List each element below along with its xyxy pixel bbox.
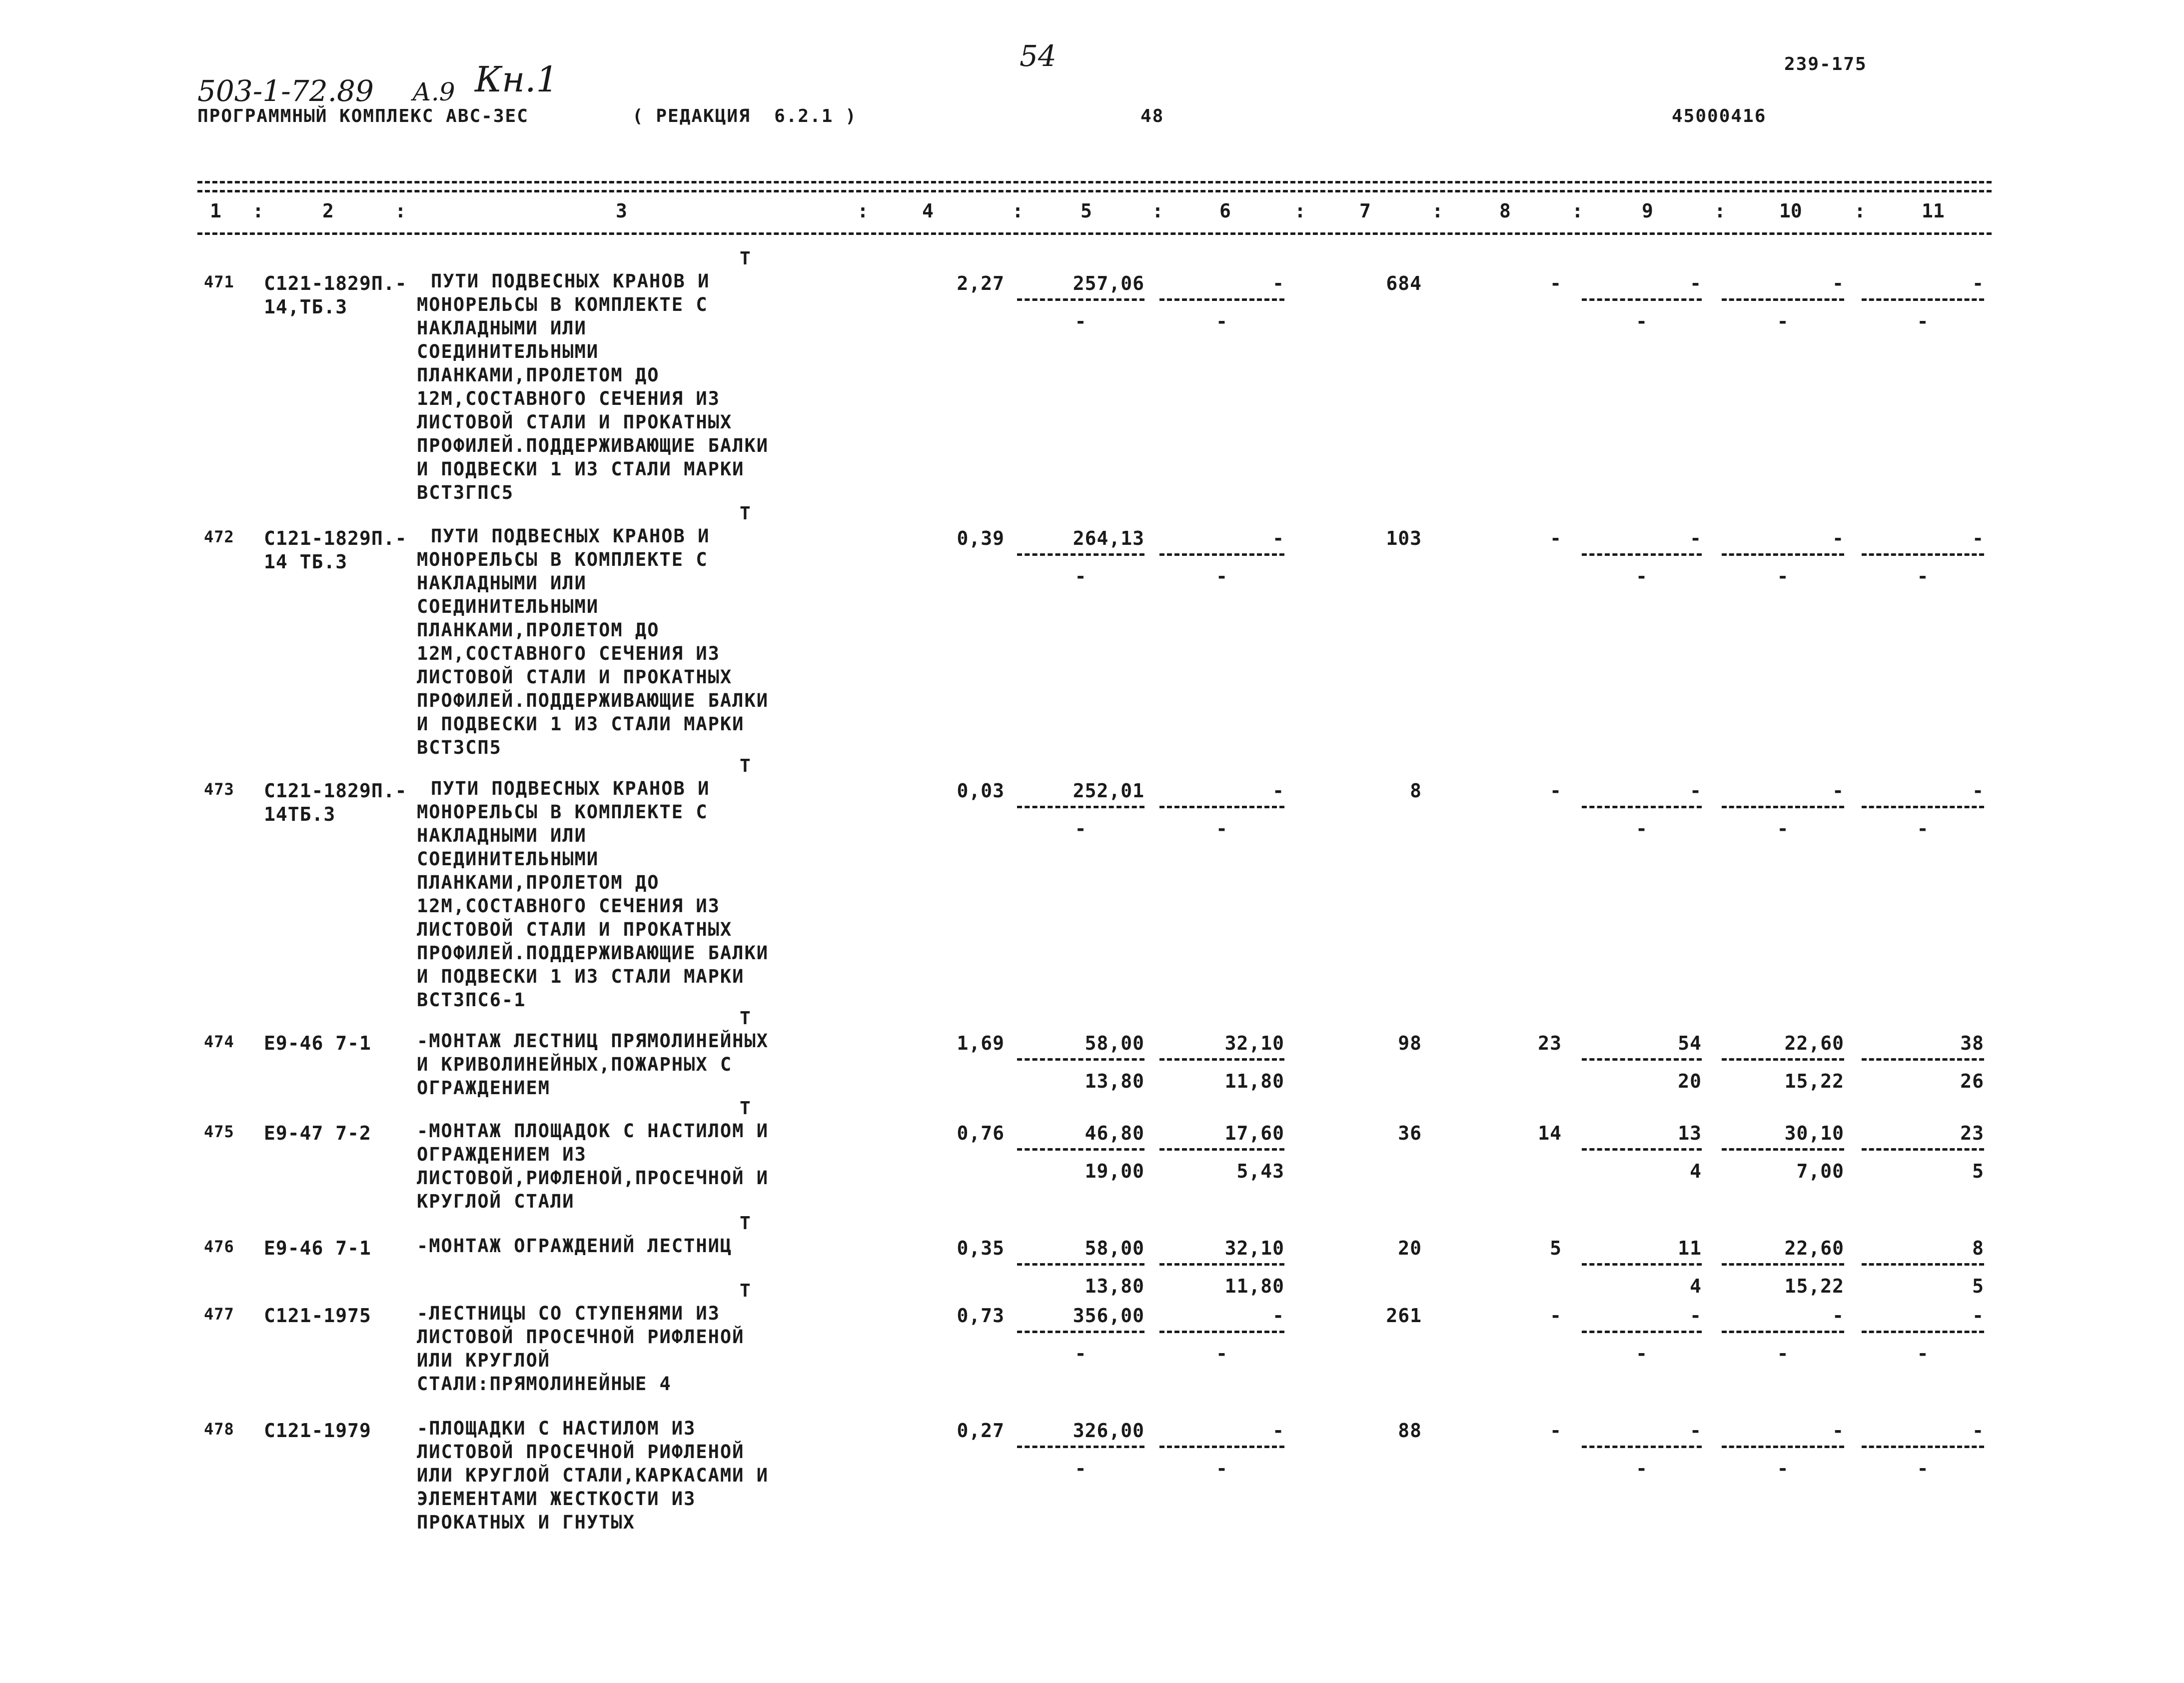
cell-c6-lower: - bbox=[1216, 1458, 1228, 1480]
fraction-rule bbox=[1582, 806, 1702, 808]
row-code: С121-1829П.- bbox=[264, 527, 407, 549]
cell-c7: 88 bbox=[1398, 1420, 1422, 1442]
cell-c9: - bbox=[1690, 1420, 1702, 1442]
row-description-line: ПРОФИЛЕЙ.ПОДДЕРЖИВАЮЩИЕ БАЛКИ bbox=[417, 942, 769, 964]
cell-c5-lower: - bbox=[1075, 310, 1087, 332]
row-t-marker: Т bbox=[740, 503, 751, 524]
cell-c4: 0,39 bbox=[957, 527, 1005, 549]
cell-c4: 0,27 bbox=[957, 1420, 1005, 1442]
fraction-rule bbox=[1159, 806, 1284, 808]
cell-c5-lower: - bbox=[1075, 1343, 1087, 1365]
row-description-line: МОНОРЕЛЬСЫ В КОМПЛЕКТЕ С bbox=[417, 801, 708, 823]
row-code-2: 14,ТБ.3 bbox=[264, 296, 348, 318]
fraction-rule bbox=[1582, 1446, 1702, 1448]
fraction-rule bbox=[1722, 298, 1844, 301]
fraction-rule bbox=[1862, 806, 1984, 808]
cell-c11-lower: - bbox=[1917, 1343, 1929, 1365]
fraction-rule bbox=[1582, 1148, 1702, 1151]
row-number: 478 bbox=[204, 1420, 234, 1439]
cell-c5: 46,80 bbox=[1085, 1122, 1144, 1144]
cell-c5: 356,00 bbox=[1073, 1305, 1144, 1327]
cell-c6: 17,60 bbox=[1224, 1122, 1284, 1144]
row-description-line: СОЕДИНИТЕЛЬНЫМИ bbox=[417, 848, 599, 870]
cell-c6-lower: - bbox=[1216, 565, 1228, 587]
cell-c10-lower: - bbox=[1777, 818, 1789, 840]
row-description-line: И ПОДВЕСКИ 1 ИЗ СТАЛИ МАРКИ bbox=[417, 966, 745, 987]
row-description-line: ЛИСТОВОЙ СТАЛИ И ПРОКАТНЫХ bbox=[417, 666, 733, 688]
cell-c9-lower: - bbox=[1636, 565, 1648, 587]
cell-c6: - bbox=[1272, 780, 1284, 802]
row-description-line: СОЕДИНИТЕЛЬНЫМИ bbox=[417, 341, 599, 362]
cell-c6: - bbox=[1272, 1305, 1284, 1327]
cell-c5: 264,13 bbox=[1073, 527, 1144, 549]
row-code: С121-1979 bbox=[264, 1420, 371, 1442]
cell-c9-lower: - bbox=[1636, 818, 1648, 840]
cell-c11: 8 bbox=[1972, 1237, 1984, 1259]
row-description-line: ПЛАНКАМИ,ПРОЛЕТОМ ДО bbox=[417, 619, 660, 641]
row-description-line: ОГРАЖДЕНИЕМ ИЗ bbox=[417, 1144, 587, 1165]
cell-c7: 261 bbox=[1386, 1305, 1422, 1327]
fraction-rule bbox=[1722, 1331, 1844, 1333]
fraction-rule bbox=[1722, 806, 1844, 808]
fraction-rule bbox=[1017, 298, 1144, 301]
col-3-header: 3 bbox=[616, 200, 627, 222]
col-6-header: 6 bbox=[1219, 200, 1231, 222]
row-description-line: НАКЛАДНЫМИ ИЛИ bbox=[417, 317, 587, 339]
cell-c11: 38 bbox=[1960, 1032, 1984, 1054]
cell-c8: 23 bbox=[1538, 1032, 1562, 1054]
cell-c10-lower: - bbox=[1777, 1458, 1789, 1480]
cell-c8: 5 bbox=[1550, 1237, 1562, 1259]
row-description-line: -МОНТАЖ ЛЕСТНИЦ ПРЯМОЛИНЕЙНЫХ bbox=[417, 1030, 769, 1052]
row-description-line: ПУТИ ПОДВЕСНЫХ КРАНОВ И bbox=[431, 778, 710, 799]
col-11-header: 11 bbox=[1922, 200, 1945, 222]
cell-c11: 23 bbox=[1960, 1122, 1984, 1144]
fraction-rule bbox=[1017, 1331, 1144, 1333]
row-description-line: ВСТ3СП5 bbox=[417, 737, 502, 758]
row-number: 477 bbox=[204, 1305, 234, 1324]
col-8-header: 8 bbox=[1499, 200, 1511, 222]
row-description-line: ПЛАНКАМИ,ПРОЛЕТОМ ДО bbox=[417, 364, 660, 386]
cell-c10-lower: - bbox=[1777, 310, 1789, 332]
cell-c5-lower: - bbox=[1075, 1458, 1087, 1480]
cell-c11: - bbox=[1972, 1305, 1984, 1327]
row-t-marker: Т bbox=[740, 1008, 751, 1029]
cell-c4: 0,35 bbox=[957, 1237, 1005, 1259]
cell-c9-lower: 4 bbox=[1690, 1275, 1702, 1297]
cell-c10: - bbox=[1832, 272, 1844, 294]
cell-c4: 0,03 bbox=[957, 780, 1005, 802]
fraction-rule bbox=[1862, 298, 1984, 301]
col-4-header: 4 bbox=[922, 200, 934, 222]
cell-c5: 58,00 bbox=[1085, 1237, 1144, 1259]
cell-c6-lower: - bbox=[1216, 310, 1228, 332]
cell-c11: - bbox=[1972, 780, 1984, 802]
cell-c5-lower: 13,80 bbox=[1085, 1275, 1144, 1297]
cell-c10-lower: 7,00 bbox=[1796, 1160, 1844, 1182]
table-top-rule-2 bbox=[197, 190, 1992, 192]
fraction-rule bbox=[1582, 1058, 1702, 1061]
row-description-line: ВСТ3ПС6-1 bbox=[417, 989, 526, 1011]
col-5-header: 5 bbox=[1081, 200, 1092, 222]
fraction-rule bbox=[1159, 1058, 1284, 1061]
cell-c5: 58,00 bbox=[1085, 1032, 1144, 1054]
cell-c11: - bbox=[1972, 1420, 1984, 1442]
row-description-line: ЛИСТОВОЙ СТАЛИ И ПРОКАТНЫХ bbox=[417, 411, 733, 433]
cell-c10: 22,60 bbox=[1784, 1237, 1844, 1259]
cell-c6: 32,10 bbox=[1224, 1237, 1284, 1259]
row-code: С121-1829П.- bbox=[264, 272, 407, 294]
cell-c11-lower: 5 bbox=[1972, 1275, 1984, 1297]
cell-c9-lower: 20 bbox=[1678, 1070, 1702, 1092]
row-description-line: НАКЛАДНЫМИ ИЛИ bbox=[417, 572, 587, 594]
cell-c9: - bbox=[1690, 527, 1702, 549]
fraction-rule bbox=[1582, 1331, 1702, 1333]
row-description-line: И КРИВОЛИНЕЙНЫХ,ПОЖАРНЫХ С bbox=[417, 1054, 733, 1075]
row-code: С121-1975 bbox=[264, 1305, 371, 1327]
cell-c10-lower: - bbox=[1777, 1343, 1789, 1365]
col-2-header: 2 bbox=[322, 200, 334, 222]
cell-c9-lower: - bbox=[1636, 310, 1648, 332]
row-t-marker: Т bbox=[740, 1213, 751, 1234]
cell-c7: 684 bbox=[1386, 272, 1422, 294]
cell-c9: 54 bbox=[1678, 1032, 1702, 1054]
table-top-rule bbox=[197, 181, 1992, 183]
row-code: Е9-46 7-1 bbox=[264, 1032, 371, 1054]
cell-c8: - bbox=[1550, 780, 1562, 802]
row-t-marker: Т bbox=[740, 248, 751, 269]
fraction-rule bbox=[1722, 1148, 1844, 1151]
col-sep: : bbox=[395, 200, 406, 222]
cell-c5: 257,06 bbox=[1073, 272, 1144, 294]
cell-c8: - bbox=[1550, 527, 1562, 549]
cell-c6-lower: - bbox=[1216, 818, 1228, 840]
page-number: 54 bbox=[1020, 39, 1057, 73]
row-number: 474 bbox=[204, 1032, 234, 1051]
fraction-rule bbox=[1862, 1148, 1984, 1151]
row-description-line: СОЕДИНИТЕЛЬНЫМИ bbox=[417, 596, 599, 617]
row-description-line: ПУТИ ПОДВЕСНЫХ КРАНОВ И bbox=[431, 270, 710, 292]
cell-c10-lower: - bbox=[1777, 565, 1789, 587]
program-line: ПРОГРАММНЫЙ КОМПЛЕКС АВС-3ЕС bbox=[197, 106, 529, 126]
row-description-line: -ПЛОЩАДКИ С НАСТИЛОМ ИЗ bbox=[417, 1418, 696, 1439]
cell-c6: - bbox=[1272, 1420, 1284, 1442]
cell-c9: 13 bbox=[1678, 1122, 1702, 1144]
cell-c5-lower: 19,00 bbox=[1085, 1160, 1144, 1182]
col-1-header: 1 bbox=[210, 200, 221, 222]
cell-c11-lower: - bbox=[1917, 818, 1929, 840]
fraction-rule bbox=[1722, 1446, 1844, 1448]
row-description-line: ОГРАЖДЕНИЕМ bbox=[417, 1077, 551, 1099]
cell-c9-lower: - bbox=[1636, 1343, 1648, 1365]
cell-c10: - bbox=[1832, 1305, 1844, 1327]
cell-c8: - bbox=[1550, 272, 1562, 294]
cell-c10-lower: 15,22 bbox=[1784, 1275, 1844, 1297]
col-sep: : bbox=[1714, 200, 1726, 222]
cell-c9: 11 bbox=[1678, 1237, 1702, 1259]
cell-c11: - bbox=[1972, 272, 1984, 294]
row-description-line: ЛИСТОВОЙ ПРОСЕЧНОЙ РИФЛЕНОЙ bbox=[417, 1441, 745, 1463]
cell-c10: 30,10 bbox=[1784, 1122, 1844, 1144]
cell-c11-lower: - bbox=[1917, 565, 1929, 587]
cell-c10: - bbox=[1832, 527, 1844, 549]
row-number: 475 bbox=[204, 1122, 234, 1141]
row-description-line: ЭЛЕМЕНТАМИ ЖЕСТКОСТИ ИЗ bbox=[417, 1488, 696, 1510]
fraction-rule bbox=[1862, 1263, 1984, 1266]
cell-c7: 103 bbox=[1386, 527, 1422, 549]
row-description-line: 12М,СОСТАВНОГО СЕЧЕНИЯ ИЗ bbox=[417, 895, 720, 917]
col-9-header: 9 bbox=[1642, 200, 1653, 222]
row-code: Е9-46 7-1 bbox=[264, 1237, 371, 1259]
row-t-marker: Т bbox=[740, 1098, 751, 1119]
row-description-line: И ПОДВЕСКИ 1 ИЗ СТАЛИ МАРКИ bbox=[417, 713, 745, 735]
row-description-line: КРУГЛОЙ СТАЛИ bbox=[417, 1191, 575, 1212]
fraction-rule bbox=[1582, 553, 1702, 556]
row-description-line: ЛИСТОВОЙ СТАЛИ И ПРОКАТНЫХ bbox=[417, 919, 733, 940]
cell-c11: - bbox=[1972, 527, 1984, 549]
cell-c7: 98 bbox=[1398, 1032, 1422, 1054]
row-number: 471 bbox=[204, 272, 234, 291]
cell-c5-lower: - bbox=[1075, 565, 1087, 587]
sheet-number: 48 bbox=[1140, 106, 1164, 126]
row-number: 473 bbox=[204, 780, 234, 799]
row-t-marker: Т bbox=[740, 1281, 751, 1301]
row-description-line: ПУТИ ПОДВЕСНЫХ КРАНОВ И bbox=[431, 525, 710, 547]
fraction-rule bbox=[1017, 1263, 1144, 1266]
row-description-line: ПЛАНКАМИ,ПРОЛЕТОМ ДО bbox=[417, 872, 660, 893]
row-code: С121-1829П.- bbox=[264, 780, 407, 802]
book-label: Кн.1 bbox=[475, 59, 559, 100]
cell-c11-lower: 26 bbox=[1960, 1070, 1984, 1092]
row-t-marker: Т bbox=[740, 756, 751, 776]
cell-c6: - bbox=[1272, 527, 1284, 549]
cell-c7: 36 bbox=[1398, 1122, 1422, 1144]
cell-c5-lower: - bbox=[1075, 818, 1087, 840]
row-description-line: СТАЛИ:ПРЯМОЛИНЕЙНЫЕ 4 bbox=[417, 1373, 672, 1395]
fraction-rule bbox=[1862, 1058, 1984, 1061]
cell-c8: - bbox=[1550, 1420, 1562, 1442]
row-code: Е9-47 7-2 bbox=[264, 1122, 371, 1144]
fraction-rule bbox=[1017, 806, 1144, 808]
fraction-rule bbox=[1017, 1446, 1144, 1448]
col-10-header: 10 bbox=[1779, 200, 1802, 222]
fraction-rule bbox=[1159, 553, 1284, 556]
edition-label: ( РЕДАКЦИЯ 6.2.1 ) bbox=[632, 106, 857, 126]
fraction-rule bbox=[1582, 298, 1702, 301]
row-description-line: ПРОФИЛЕЙ.ПОДДЕРЖИВАЮЩИЕ БАЛКИ bbox=[417, 690, 769, 711]
row-description-line: ПРОКАТНЫХ И ГНУТЫХ bbox=[417, 1512, 635, 1533]
table-header-rule bbox=[197, 232, 1992, 235]
cell-c10-lower: 15,22 bbox=[1784, 1070, 1844, 1092]
cell-c6: - bbox=[1272, 272, 1284, 294]
cell-c9-lower: - bbox=[1636, 1458, 1648, 1480]
fraction-rule bbox=[1582, 1263, 1702, 1266]
row-description-line: 12М,СОСТАВНОГО СЕЧЕНИЯ ИЗ bbox=[417, 643, 720, 664]
fraction-rule bbox=[1017, 553, 1144, 556]
cell-c9: - bbox=[1690, 272, 1702, 294]
series-code: 503-1-72.89 bbox=[197, 74, 374, 108]
cell-c9-lower: 4 bbox=[1690, 1160, 1702, 1182]
cell-c5: 252,01 bbox=[1073, 780, 1144, 802]
col-7-header: 7 bbox=[1359, 200, 1371, 222]
cell-c11-lower: - bbox=[1917, 1458, 1929, 1480]
cell-c11-lower: 5 bbox=[1972, 1160, 1984, 1182]
fraction-rule bbox=[1017, 1058, 1144, 1061]
cell-c9: - bbox=[1690, 1305, 1702, 1327]
cell-c6-lower: 11,80 bbox=[1224, 1070, 1284, 1092]
fraction-rule bbox=[1017, 1148, 1144, 1151]
cell-c11-lower: - bbox=[1917, 310, 1929, 332]
fraction-rule bbox=[1159, 1446, 1284, 1448]
row-code-2: 14 ТБ.3 bbox=[264, 551, 348, 573]
cell-c6: 32,10 bbox=[1224, 1032, 1284, 1054]
cell-c9: - bbox=[1690, 780, 1702, 802]
cell-c7: 8 bbox=[1410, 780, 1422, 802]
fraction-rule bbox=[1159, 298, 1284, 301]
cell-c5-lower: 13,80 bbox=[1085, 1070, 1144, 1092]
row-description-line: 12М,СОСТАВНОГО СЕЧЕНИЯ ИЗ bbox=[417, 388, 720, 409]
col-sep: : bbox=[857, 200, 869, 222]
row-description-line: -МОНТАЖ ПЛОЩАДОК С НАСТИЛОМ И bbox=[417, 1120, 769, 1142]
fraction-rule bbox=[1722, 1058, 1844, 1061]
cell-c6-lower: 5,43 bbox=[1236, 1160, 1284, 1182]
row-description-line: ВСТ3ГПС5 bbox=[417, 482, 514, 503]
album-label: А.9 bbox=[412, 77, 455, 106]
row-number: 476 bbox=[204, 1237, 234, 1256]
cell-c6-lower: - bbox=[1216, 1343, 1228, 1365]
fraction-rule bbox=[1862, 553, 1984, 556]
cell-c5: 326,00 bbox=[1073, 1420, 1144, 1442]
col-sep: : bbox=[1432, 200, 1443, 222]
row-description-line: -МОНТАЖ ОГРАЖДЕНИЙ ЛЕСТНИЦ bbox=[417, 1235, 733, 1257]
row-description-line: НАКЛАДНЫМИ ИЛИ bbox=[417, 825, 587, 846]
row-description-line: ЛИСТОВОЙ,РИФЛЕНОЙ,ПРОСЕЧНОЙ И bbox=[417, 1167, 769, 1189]
row-description-line: ЛИСТОВОЙ ПРОСЕЧНОЙ РИФЛЕНОЙ bbox=[417, 1326, 745, 1348]
fraction-rule bbox=[1722, 553, 1844, 556]
cell-c4: 1,69 bbox=[957, 1032, 1005, 1054]
fraction-rule bbox=[1159, 1263, 1284, 1266]
cell-c7: 20 bbox=[1398, 1237, 1422, 1259]
row-code-2: 14ТБ.3 bbox=[264, 803, 336, 825]
fraction-rule bbox=[1159, 1148, 1284, 1151]
row-description-line: ПРОФИЛЕЙ.ПОДДЕРЖИВАЮЩИЕ БАЛКИ bbox=[417, 435, 769, 456]
cell-c8: - bbox=[1550, 1305, 1562, 1327]
row-description-line: МОНОРЕЛЬСЫ В КОМПЛЕКТЕ С bbox=[417, 294, 708, 315]
row-description-line: ИЛИ КРУГЛОЙ СТАЛИ,КАРКАСАМИ И bbox=[417, 1465, 769, 1486]
fraction-rule bbox=[1159, 1331, 1284, 1333]
document-code: 239-175 bbox=[1784, 54, 1867, 74]
col-sep: : bbox=[1012, 200, 1024, 222]
fraction-rule bbox=[1722, 1263, 1844, 1266]
cell-c10: - bbox=[1832, 780, 1844, 802]
col-sep: : bbox=[252, 200, 264, 222]
cell-c8: 14 bbox=[1538, 1122, 1562, 1144]
cell-c10: - bbox=[1832, 1420, 1844, 1442]
row-number: 472 bbox=[204, 527, 234, 546]
cell-c4: 0,76 bbox=[957, 1122, 1005, 1144]
col-sep: : bbox=[1854, 200, 1866, 222]
row-description-line: МОНОРЕЛЬСЫ В КОМПЛЕКТЕ С bbox=[417, 549, 708, 570]
col-sep: : bbox=[1572, 200, 1583, 222]
document-number: 45000416 bbox=[1672, 106, 1767, 126]
cell-c4: 2,27 bbox=[957, 272, 1005, 294]
fraction-rule bbox=[1862, 1331, 1984, 1333]
cell-c10: 22,60 bbox=[1784, 1032, 1844, 1054]
col-sep: : bbox=[1294, 200, 1306, 222]
row-description-line: ИЛИ КРУГЛОЙ bbox=[417, 1350, 551, 1371]
row-description-line: И ПОДВЕСКИ 1 ИЗ СТАЛИ МАРКИ bbox=[417, 458, 745, 480]
cell-c4: 0,73 bbox=[957, 1305, 1005, 1327]
fraction-rule bbox=[1862, 1446, 1984, 1448]
col-sep: : bbox=[1152, 200, 1163, 222]
row-description-line: -ЛЕСТНИЦЫ СО СТУПЕНЯМИ ИЗ bbox=[417, 1303, 720, 1324]
cell-c6-lower: 11,80 bbox=[1224, 1275, 1284, 1297]
